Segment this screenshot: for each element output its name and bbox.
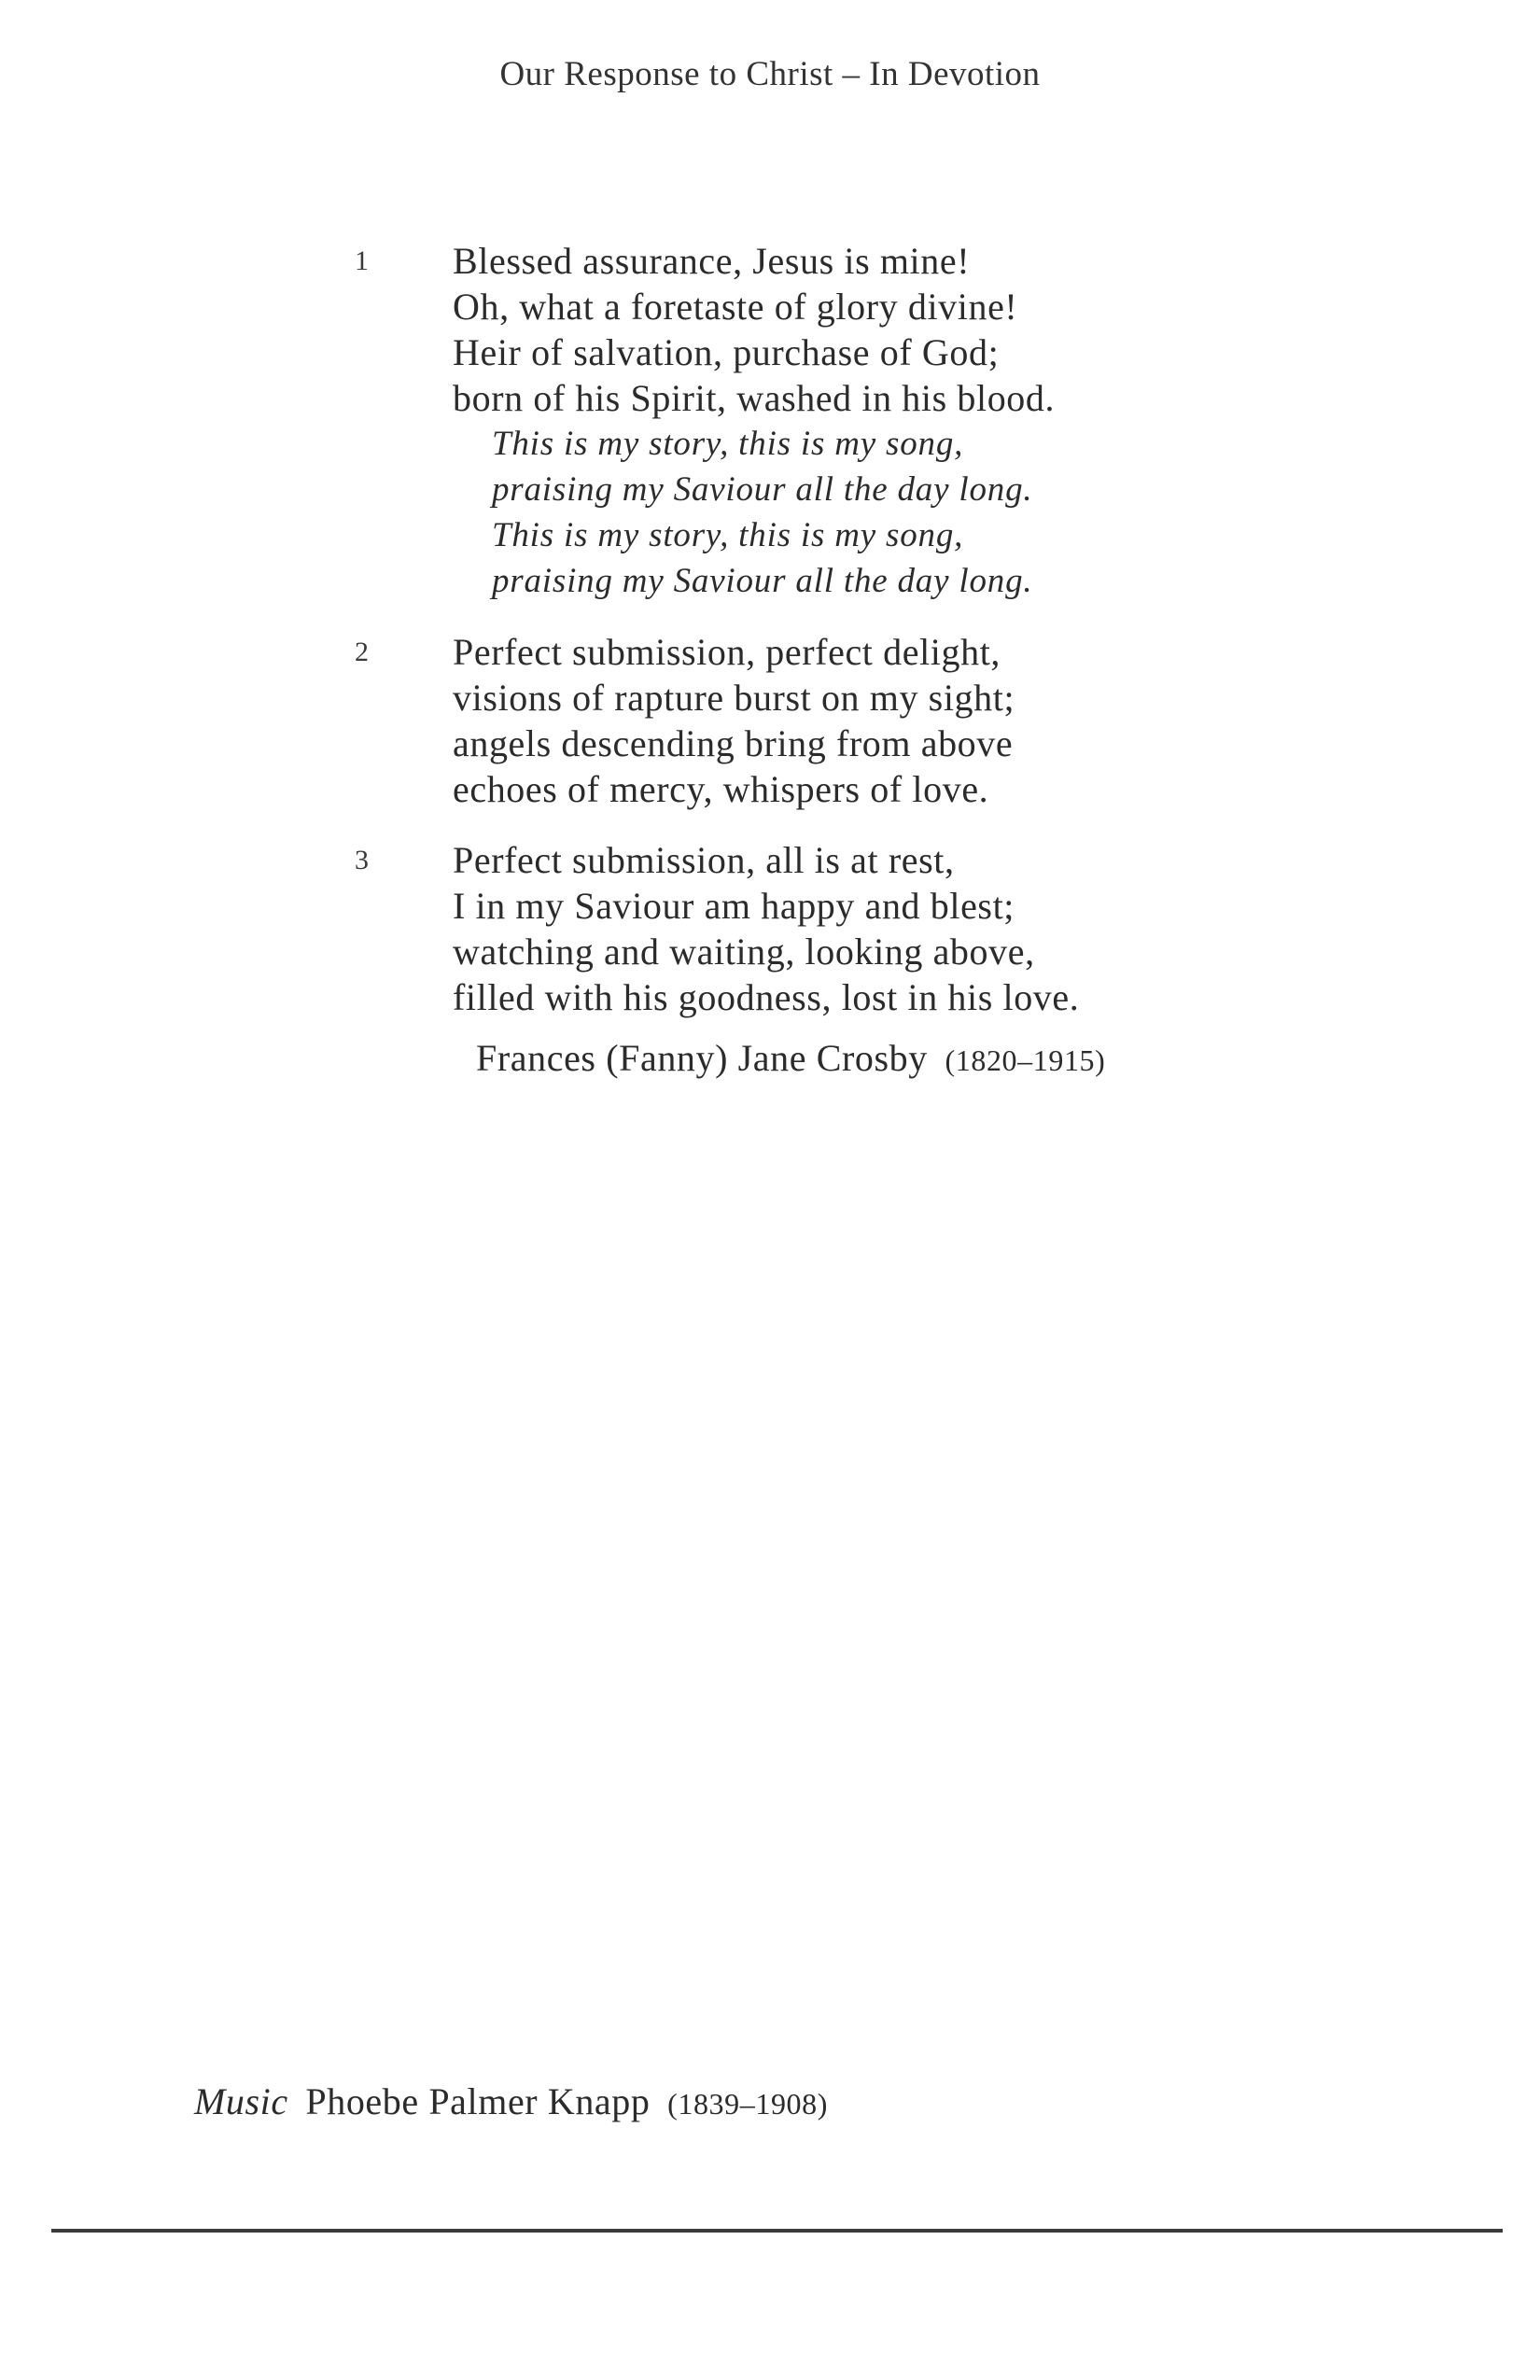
composer-dates: (1839–1908) — [667, 2087, 829, 2121]
composer-name: Phoebe Palmer Knapp — [305, 2080, 651, 2122]
verse-line: visions of rapture burst on my sight; — [453, 677, 1015, 719]
verse-2 — [0, 629, 1540, 812]
verse-1 — [0, 238, 1540, 604]
verse-lines — [453, 837, 1540, 1020]
music-credit — [194, 2079, 828, 2123]
refrain-line: This is my story, this is my song, — [492, 425, 964, 463]
verse-line: watching and waiting, looking above, — [453, 931, 1035, 973]
verse-line: Perfect submission, perfect delight, — [453, 631, 1001, 673]
verse-lines — [453, 629, 1540, 812]
verse-line: Oh, what a foretaste of glory divine! — [453, 286, 1018, 328]
verse-number: 3 — [355, 845, 369, 875]
refrain-line: praising my Saviour all the day long. — [492, 470, 1033, 509]
words-credit — [476, 1036, 1105, 1080]
verse-line: I in my Saviour am happy and blest; — [453, 885, 1015, 927]
hymn-text — [0, 238, 1540, 1045]
verse-line: Blessed assurance, Jesus is mine! — [453, 240, 971, 282]
running-title: Our Response to Christ – In Devotion — [499, 55, 1041, 93]
author-dates: (1820–1915) — [945, 1043, 1106, 1077]
verse-line: filled with his goodness, lost in his love. — [453, 976, 1080, 1018]
verse-line: echoes of mercy, whispers of love. — [453, 768, 989, 810]
verse-number: 2 — [355, 637, 369, 667]
music-label: Music — [194, 2080, 288, 2122]
verse-line: angels descending bring from above — [453, 722, 1014, 764]
bottom-rule — [51, 2229, 1503, 2233]
verse-line: born of his Spirit, washed in his blood. — [453, 377, 1056, 419]
verse-line: Perfect submission, all is at rest, — [453, 839, 955, 881]
refrain-line: This is my story, this is my song, — [492, 516, 964, 554]
verse-lines — [453, 238, 1540, 604]
verse-number: 1 — [355, 245, 369, 276]
author-name: Frances (Fanny) Jane Crosby — [476, 1037, 928, 1079]
verse-3 — [0, 837, 1540, 1020]
refrain-line: praising my Saviour all the day long. — [492, 562, 1033, 600]
verse-line: Heir of salvation, purchase of God; — [453, 331, 1000, 373]
